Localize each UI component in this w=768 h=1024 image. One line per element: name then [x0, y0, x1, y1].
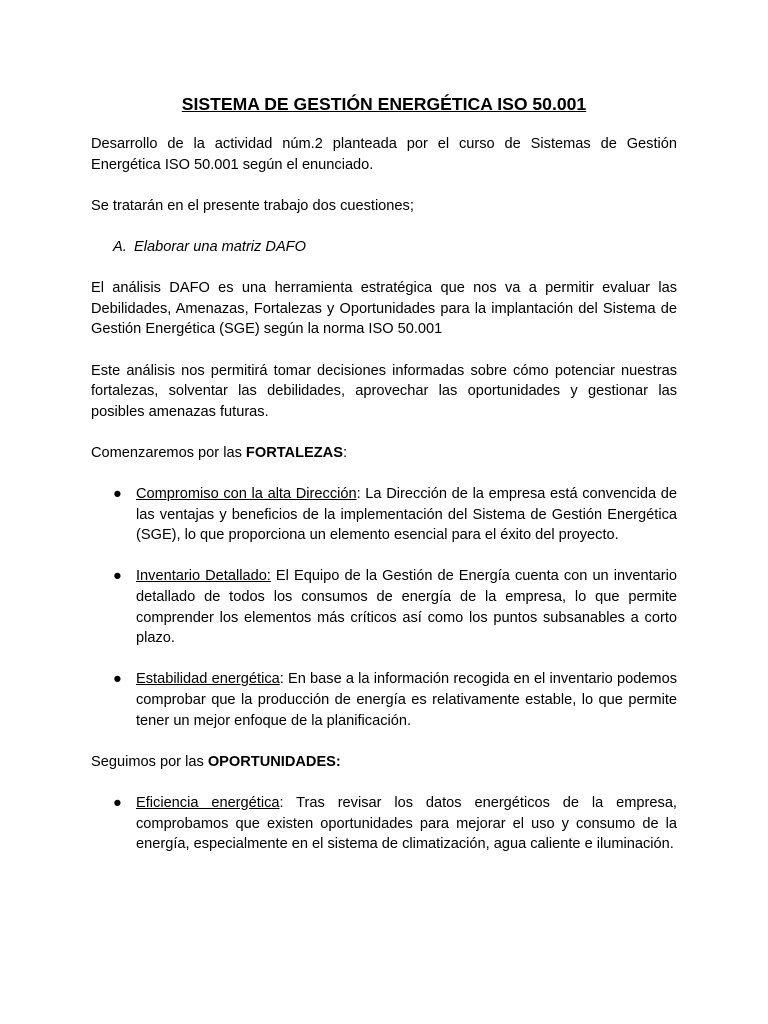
fortalezas-list: [91, 484, 677, 731]
bullet-icon: ●: [113, 671, 122, 688]
questions-paragraph: Se tratarán en el presente trabajo dos cuestiones;: [91, 197, 414, 214]
list-item-a: [91, 237, 677, 258]
fortalezas-intro-text: Comenzaremos por las: [91, 444, 246, 461]
list-item: [91, 669, 677, 731]
analysis-benefits-paragraph: Este análisis nos permitirá tomar decisiones informadas sobre cómo potenciar nuestras fortalezas, solventar las debilidades, aprovechar las oportunidades y gestionar las posibles amenazas futuras.: [91, 362, 677, 420]
fortalezas-keyword: FORTALEZAS: [245, 444, 343, 461]
list-item-a-marker: A.: [113, 238, 127, 255]
oportunidades-keyword: OPORTUNIDADES:: [207, 753, 341, 770]
list-item-body: : En base a la información recogida en el inventario podemos comprobar que la producción de energía es relativamente estable, lo que permite tener un mejor enfoque de la planificación.: [136, 671, 677, 729]
oportunidades-list: [91, 793, 677, 855]
list-item-heading: Estabilidad energética: [136, 671, 280, 688]
dafo-description-paragraph: El análisis DAFO es una herramienta estratégica que nos va a permitir evaluar las Debilidades, Amenazas, Fortalezas y Oportunidades para la implantación del Sistema de Gestión Energética (SGE) según la norma ISO 50.001: [91, 280, 677, 338]
bullet-icon: ●: [113, 795, 122, 811]
oportunidades-intro: [91, 752, 677, 773]
oportunidades-intro-text: Seguimos por las: [91, 753, 208, 770]
bullet-icon: ●: [113, 568, 122, 585]
document-title: SISTEMA DE GESTIÓN ENERGÉTICA ISO 50.001: [181, 94, 587, 114]
bullet-icon: ●: [113, 486, 122, 503]
list-item-body: El Equipo de la Gestión de Energía cuenta con un inventario detallado de todos los consumos de energía de la empresa, lo que permite comprender los elementos más críticos así como los puntos subsanables a corto plazo.: [136, 568, 678, 647]
fortalezas-suffix: :: [342, 444, 347, 461]
fortalezas-intro: [91, 443, 677, 464]
list-item-heading: Inventario Detallado:: [136, 568, 271, 585]
list-item-body: : Tras revisar los datos energéticos de la empresa, comprobamos que existen oportunidades para mejorar el uso y consumo de la energía, especialmente en el sistema de climatización, agua caliente e iluminación.: [136, 795, 677, 853]
list-item-heading: Eficiencia energética: [136, 795, 280, 811]
list-item-a-text: Elaborar una matriz DAFO: [134, 238, 306, 255]
list-item-heading: Compromiso con la alta Dirección: [136, 486, 357, 503]
list-item: [91, 484, 677, 546]
list-item-body: : La Dirección de la empresa está convencida de las ventajas y beneficios de la implementación del Sistema de Gestión Energética (SGE), lo que proporciona un elemento esencial para el éxito del proyecto.: [136, 486, 677, 544]
list-item: [91, 566, 677, 648]
list-item: [91, 793, 677, 855]
intro-paragraph: Desarrollo de la actividad núm.2 planteada por el curso de Sistemas de Gestión Energética ISO 50.001 según el enunciado.: [91, 136, 677, 173]
